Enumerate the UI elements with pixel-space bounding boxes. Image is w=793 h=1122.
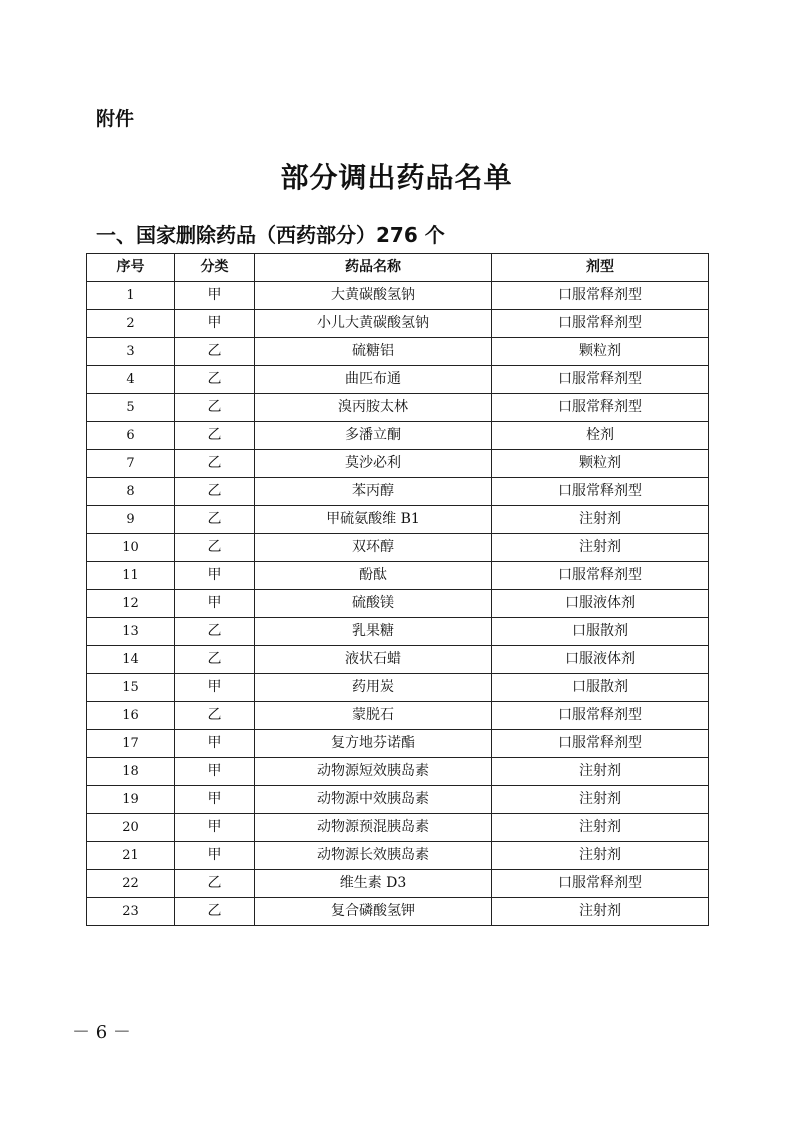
- drug-name-cell: 乳果糖: [255, 618, 492, 646]
- category-cell: 乙: [175, 422, 255, 450]
- category-cell: 乙: [175, 870, 255, 898]
- header-category: 分类: [175, 254, 255, 282]
- drug-name-cell: 复方地芬诺酯: [255, 730, 492, 758]
- dosage-form-cell: 口服散剂: [492, 674, 709, 702]
- serial-number-cell: 12: [87, 590, 175, 618]
- serial-number-cell: 11: [87, 562, 175, 590]
- table-row: [87, 366, 709, 394]
- table-row: [87, 786, 709, 814]
- category-cell: 乙: [175, 534, 255, 562]
- dosage-form-cell: 栓剂: [492, 422, 709, 450]
- dosage-form-cell: 口服常释剂型: [492, 562, 709, 590]
- dosage-form-cell: 口服常释剂型: [492, 870, 709, 898]
- drug-name-cell: 多潘立酮: [255, 422, 492, 450]
- table-row: [87, 310, 709, 338]
- table-header-row: [87, 254, 709, 282]
- category-cell: 乙: [175, 702, 255, 730]
- serial-number-cell: 1: [87, 282, 175, 310]
- dosage-form-cell: 口服常释剂型: [492, 282, 709, 310]
- serial-number-cell: 17: [87, 730, 175, 758]
- table-row: [87, 422, 709, 450]
- header-serial-number: 序号: [87, 254, 175, 282]
- dosage-form-cell: 口服常释剂型: [492, 310, 709, 338]
- serial-number-cell: 16: [87, 702, 175, 730]
- section-heading: 一、国家删除药品（西药部分）276 个: [96, 223, 445, 247]
- table-row: [87, 562, 709, 590]
- table-row: [87, 730, 709, 758]
- serial-number-cell: 4: [87, 366, 175, 394]
- dosage-form-cell: 口服常释剂型: [492, 366, 709, 394]
- dosage-form-cell: 口服液体剂: [492, 590, 709, 618]
- drug-name-cell: 维生素 D3: [255, 870, 492, 898]
- dosage-form-cell: 注射剂: [492, 898, 709, 926]
- dosage-form-cell: 注射剂: [492, 814, 709, 842]
- serial-number-cell: 6: [87, 422, 175, 450]
- serial-number-cell: 7: [87, 450, 175, 478]
- category-cell: 甲: [175, 758, 255, 786]
- table-row: [87, 702, 709, 730]
- category-cell: 乙: [175, 338, 255, 366]
- serial-number-cell: 9: [87, 506, 175, 534]
- serial-number-cell: 21: [87, 842, 175, 870]
- drug-name-cell: 药用炭: [255, 674, 492, 702]
- drug-name-cell: 液状石蜡: [255, 646, 492, 674]
- dosage-form-cell: 注射剂: [492, 842, 709, 870]
- category-cell: 乙: [175, 478, 255, 506]
- drug-name-cell: 蒙脱石: [255, 702, 492, 730]
- category-cell: 甲: [175, 310, 255, 338]
- serial-number-cell: 22: [87, 870, 175, 898]
- dosage-form-cell: 口服液体剂: [492, 646, 709, 674]
- dosage-form-cell: 颗粒剂: [492, 450, 709, 478]
- table-row: [87, 506, 709, 534]
- document-title: 部分调出药品名单: [280, 161, 513, 194]
- drug-name-cell: 双环醇: [255, 534, 492, 562]
- dosage-form-cell: 颗粒剂: [492, 338, 709, 366]
- table-row: [87, 898, 709, 926]
- table-row: [87, 282, 709, 310]
- drug-name-cell: 莫沙必利: [255, 450, 492, 478]
- dosage-form-cell: 口服常释剂型: [492, 478, 709, 506]
- serial-number-cell: 20: [87, 814, 175, 842]
- drug-name-cell: 动物源预混胰岛素: [255, 814, 492, 842]
- table-row: [87, 870, 709, 898]
- drug-table: [86, 253, 709, 926]
- table-body: [87, 282, 709, 926]
- drug-name-cell: 曲匹布通: [255, 366, 492, 394]
- dosage-form-cell: 口服常释剂型: [492, 394, 709, 422]
- category-cell: 乙: [175, 646, 255, 674]
- table-row: [87, 618, 709, 646]
- drug-name-cell: 动物源短效胰岛素: [255, 758, 492, 786]
- serial-number-cell: 8: [87, 478, 175, 506]
- serial-number-cell: 18: [87, 758, 175, 786]
- dosage-form-cell: 注射剂: [492, 786, 709, 814]
- serial-number-cell: 23: [87, 898, 175, 926]
- drug-name-cell: 硫酸镁: [255, 590, 492, 618]
- category-cell: 甲: [175, 730, 255, 758]
- serial-number-cell: 3: [87, 338, 175, 366]
- attachment-label: 附件: [96, 108, 135, 130]
- drug-name-cell: 苯丙醇: [255, 478, 492, 506]
- page-number: － 6 －: [72, 1022, 131, 1043]
- serial-number-cell: 2: [87, 310, 175, 338]
- drug-name-cell: 甲硫氨酸维 B1: [255, 506, 492, 534]
- drug-name-cell: 小儿大黄碳酸氢钠: [255, 310, 492, 338]
- category-cell: 甲: [175, 562, 255, 590]
- dosage-form-cell: 口服常释剂型: [492, 730, 709, 758]
- header-dosage-form: 剂型: [492, 254, 709, 282]
- serial-number-cell: 19: [87, 786, 175, 814]
- category-cell: 乙: [175, 898, 255, 926]
- table-row: [87, 534, 709, 562]
- dosage-form-cell: 口服常释剂型: [492, 702, 709, 730]
- table-row: [87, 674, 709, 702]
- category-cell: 甲: [175, 814, 255, 842]
- category-cell: 甲: [175, 590, 255, 618]
- category-cell: 甲: [175, 282, 255, 310]
- dosage-form-cell: 注射剂: [492, 758, 709, 786]
- category-cell: 乙: [175, 450, 255, 478]
- category-cell: 乙: [175, 506, 255, 534]
- table-row: [87, 338, 709, 366]
- table-row: [87, 758, 709, 786]
- table-row: [87, 450, 709, 478]
- drug-name-cell: 大黄碳酸氢钠: [255, 282, 492, 310]
- category-cell: 甲: [175, 786, 255, 814]
- table-row: [87, 842, 709, 870]
- serial-number-cell: 13: [87, 618, 175, 646]
- serial-number-cell: 5: [87, 394, 175, 422]
- dosage-form-cell: 注射剂: [492, 534, 709, 562]
- drug-name-cell: 动物源长效胰岛素: [255, 842, 492, 870]
- category-cell: 乙: [175, 366, 255, 394]
- category-cell: 乙: [175, 394, 255, 422]
- serial-number-cell: 14: [87, 646, 175, 674]
- category-cell: 乙: [175, 618, 255, 646]
- serial-number-cell: 10: [87, 534, 175, 562]
- table-row: [87, 646, 709, 674]
- table-row: [87, 814, 709, 842]
- table-row: [87, 478, 709, 506]
- table-row: [87, 394, 709, 422]
- drug-name-cell: 硫糖铝: [255, 338, 492, 366]
- drug-name-cell: 溴丙胺太林: [255, 394, 492, 422]
- drug-name-cell: 复合磷酸氢钾: [255, 898, 492, 926]
- dosage-form-cell: 口服散剂: [492, 618, 709, 646]
- header-drug-name: 药品名称: [255, 254, 492, 282]
- drug-name-cell: 动物源中效胰岛素: [255, 786, 492, 814]
- dosage-form-cell: 注射剂: [492, 506, 709, 534]
- serial-number-cell: 15: [87, 674, 175, 702]
- drug-name-cell: 酚酞: [255, 562, 492, 590]
- table-row: [87, 590, 709, 618]
- category-cell: 甲: [175, 674, 255, 702]
- category-cell: 甲: [175, 842, 255, 870]
